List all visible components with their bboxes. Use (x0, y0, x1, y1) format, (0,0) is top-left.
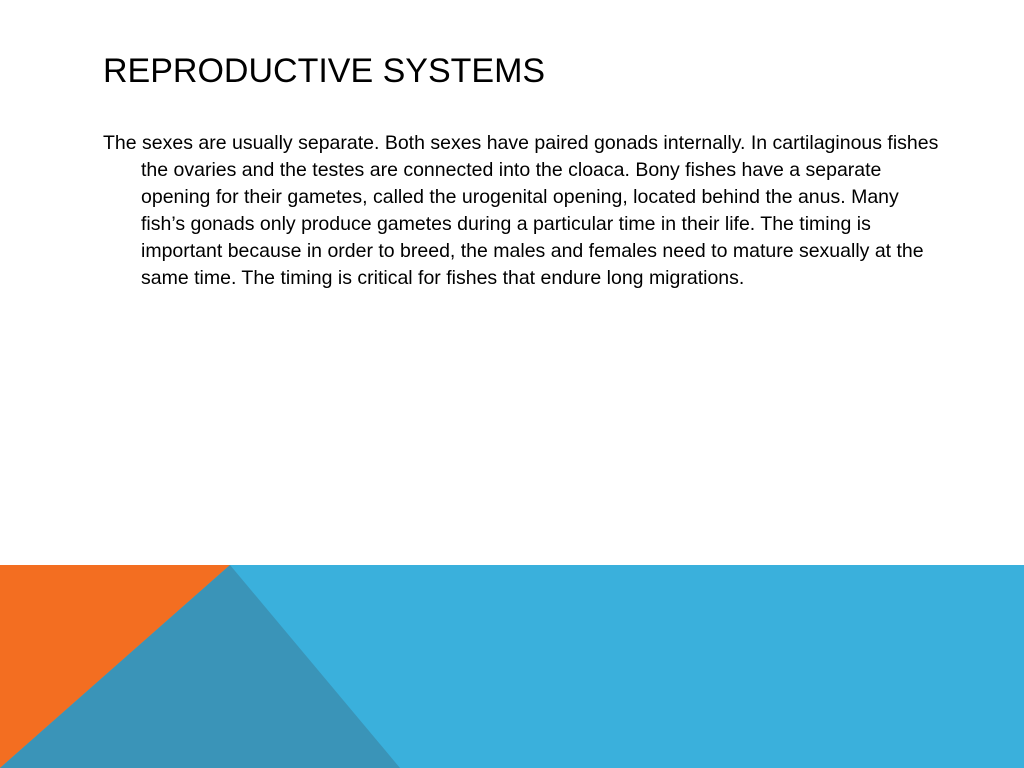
decorative-footer-band (0, 565, 1024, 768)
slide-title: REPRODUCTIVE SYSTEMS (103, 52, 546, 90)
slide-body-text: The sexes are usually separate. Both sexes have paired gonads internally. In cartilaginous fishes the ovaries and the testes are connected into the cloaca. Bony fishes have a separate opening for their gametes, called the urogenital opening, located behind the anus. Many fish’s gonads only produce gametes during a particular time in their life. The timing is important because in order to breed, the males and females need to mature sexually at the same time. The timing is critical for fishes that endure long migrations. (103, 132, 939, 289)
